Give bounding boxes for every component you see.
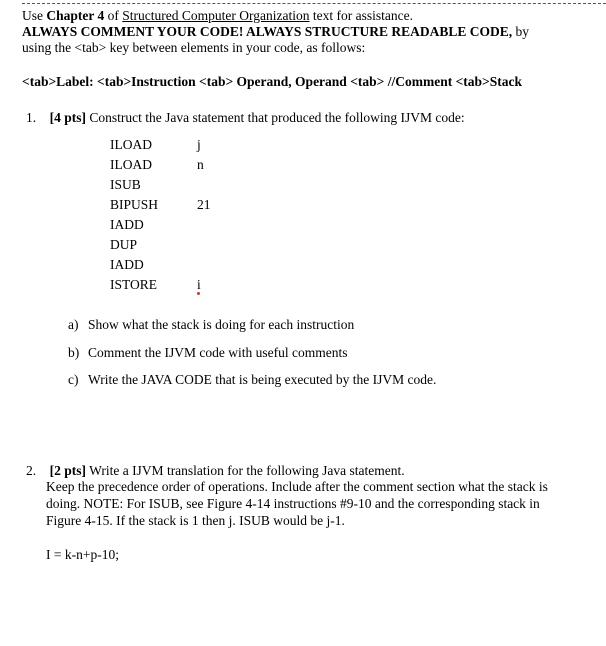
question-number: 1. [26, 110, 37, 125]
question-2-line-4: Figure 4-15. If the stack is 1 then j. ISUB would be j-1. [46, 513, 345, 528]
always-comment-line: ALWAYS COMMENT YOUR CODE! ALWAYS STRUCTURE READABLE CODE, by [22, 24, 529, 39]
question-2-header [26, 463, 405, 479]
sub-question-b: b) Comment the IJVM code with useful comments [68, 345, 348, 360]
points-label: [4 pts] [49, 110, 86, 125]
book-title: Structured Computer Organization [122, 8, 310, 23]
assistance-line: Use Chapter 4 of Structured Computer Organization text for assistance. [22, 8, 413, 23]
top-dashed-rule [22, 3, 606, 4]
question-number: 2. [26, 463, 37, 478]
sub-question-a: a) Show what the stack is doing for each instruction [68, 317, 355, 332]
java-statement: I = k-n+p-10; [46, 547, 119, 562]
question-2-line-2: Keep the precedence order of operations. Include after the comment section what the stack is [46, 479, 548, 494]
question-1-header [26, 110, 465, 126]
format-line: <tab>Label: <tab>Instruction <tab> Operand, Operand <tab> //Comment <tab>Stack [22, 74, 522, 89]
question-2-line-3: doing. NOTE: For ISUB, see Figure 4-14 instructions #9-10 and the corresponding stack in [46, 496, 540, 511]
question-prompt: Write a IJVM translation for the following Java statement. [86, 463, 405, 478]
question-prompt: Construct the Java statement that produced the following IJVM code: [86, 110, 465, 125]
using-tab-line: using the <tab> key between elements in your code, as follows: [22, 40, 366, 55]
sub-question-c: c) Write the JAVA CODE that is being executed by the IJVM code. [68, 372, 437, 387]
istore-operand: i [197, 277, 201, 292]
chapter-ref: Chapter 4 [46, 8, 105, 23]
spellcheck-mark [197, 292, 200, 295]
points-label: [2 pts] [49, 463, 86, 478]
